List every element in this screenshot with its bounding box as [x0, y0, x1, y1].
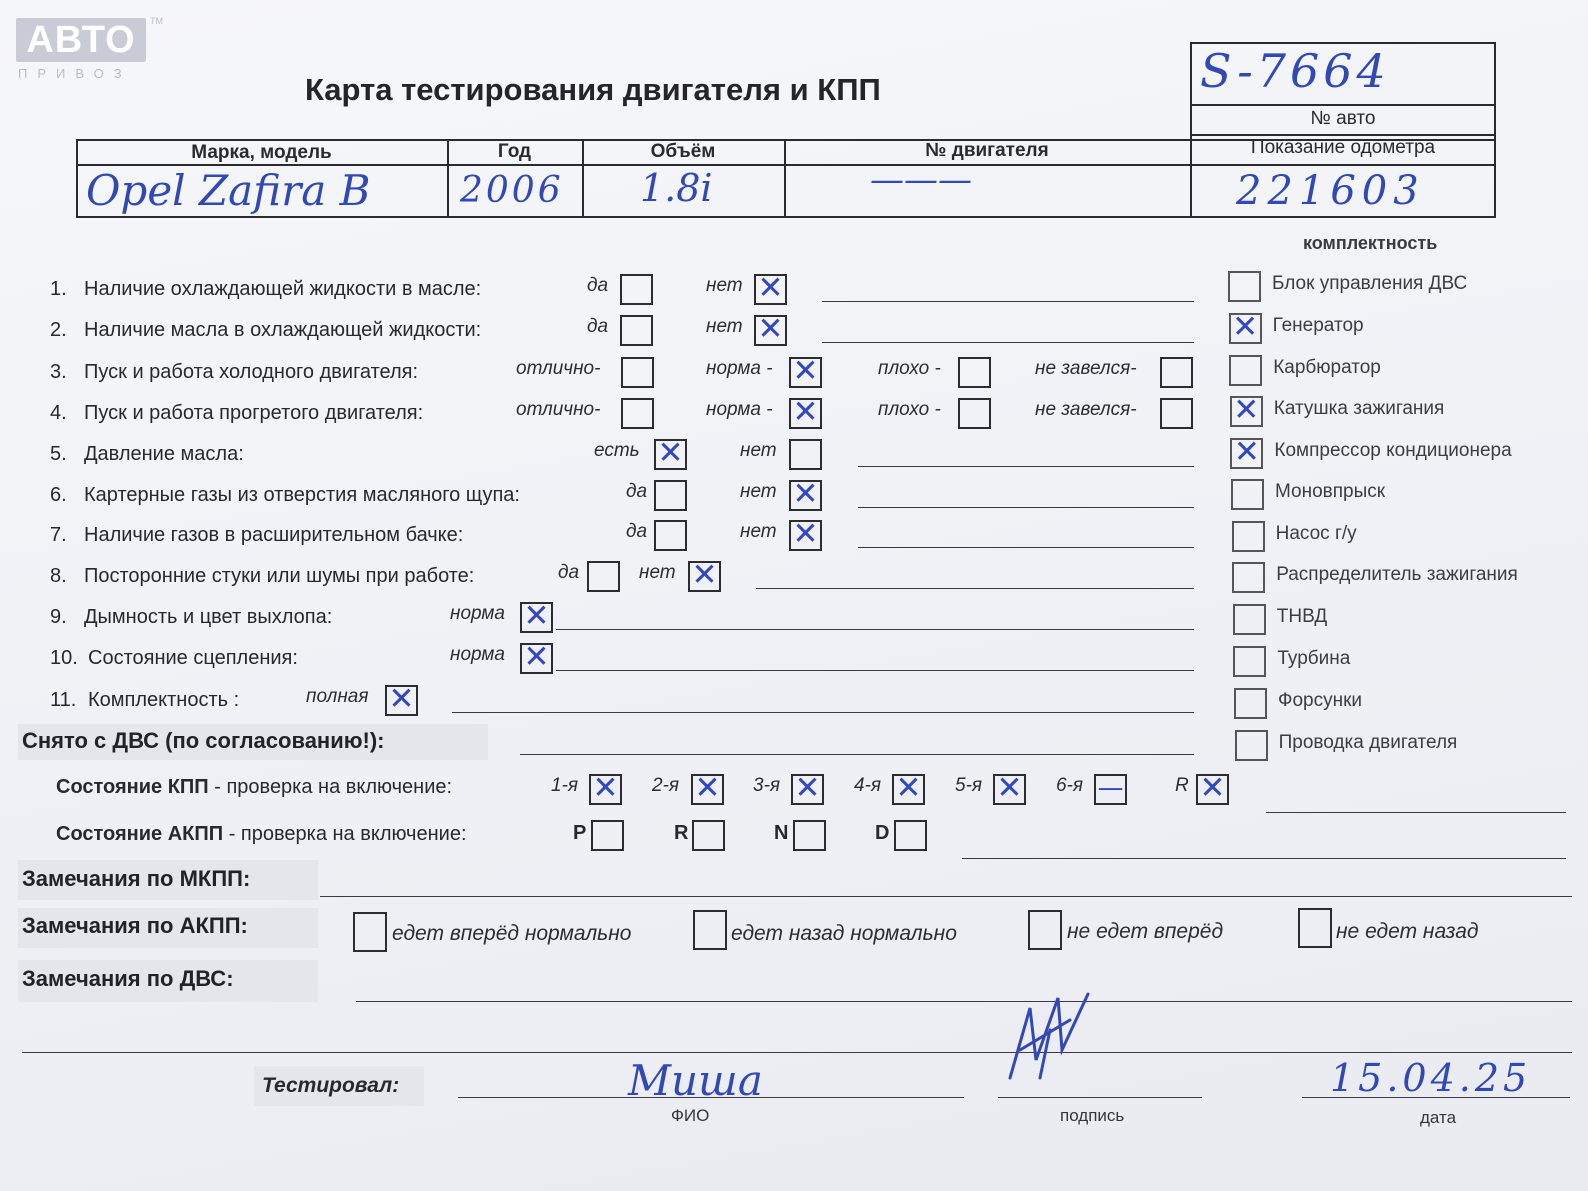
completeness-title: комплектность: [1303, 233, 1438, 253]
checkbox[interactable]: [654, 435, 687, 471]
gear-checkbox[interactable]: [589, 770, 622, 806]
question-text: Комплектность :: [88, 689, 240, 711]
year-value: 2006: [460, 170, 564, 211]
col-engine-no-header: № двигателя: [925, 140, 1049, 161]
check-mark: ✕: [694, 770, 721, 806]
answer-line: [858, 507, 1194, 508]
option-label: да: [587, 316, 609, 337]
gear-checkbox[interactable]: [993, 770, 1026, 806]
check-mark: ✕: [792, 353, 819, 389]
col-model-header: Марка, модель: [191, 142, 332, 163]
question-number: 5.: [50, 443, 67, 465]
akpp-remark-checkbox[interactable]: [1298, 908, 1332, 948]
dash-mark: —: [1097, 773, 1124, 803]
car-no-value: S-7664: [1200, 44, 1390, 98]
checkbox[interactable]: [621, 357, 654, 388]
question-text: Картерные газы из отверстия масляного щупа:: [84, 484, 520, 506]
check-mark: ✕: [657, 435, 684, 471]
question-number: 8.: [50, 565, 67, 587]
check-mark: ✕: [523, 639, 550, 675]
completeness-item-label: Турбина: [1277, 648, 1351, 669]
completeness-checkbox[interactable]: [1233, 604, 1266, 635]
remarks-mkpp-line: [320, 896, 1572, 897]
model-value: Opel Zafira B: [86, 166, 371, 215]
checkbox[interactable]: [789, 476, 822, 512]
col-volume-header: Объём: [650, 141, 716, 162]
question-text: Наличие охлаждающей жидкости в масле:: [84, 278, 482, 300]
completeness-checkbox[interactable]: [1231, 479, 1264, 510]
completeness-item-label: Моновпрыск: [1275, 481, 1386, 502]
option-label: плохо -: [878, 399, 941, 420]
checkbox[interactable]: [654, 480, 687, 511]
checkbox[interactable]: [1160, 357, 1193, 388]
option-label: норма -: [706, 399, 773, 420]
option-label: не завелся-: [1035, 399, 1137, 420]
completeness-checkbox[interactable]: [1230, 392, 1263, 428]
checkbox[interactable]: [1160, 398, 1193, 429]
completeness-checkbox[interactable]: [1234, 688, 1267, 719]
question-number: 2.: [50, 319, 67, 341]
question-text: Посторонние стуки или шумы при работе:: [84, 565, 475, 587]
remarks-dvs-line: [356, 1001, 1572, 1002]
answer-line: [556, 629, 1194, 630]
question-number: 9.: [50, 606, 67, 628]
check-mark: ✕: [895, 770, 922, 806]
answer-line: [822, 301, 1194, 302]
option-label: норма: [450, 603, 505, 624]
checkbox[interactable]: [620, 274, 653, 305]
checkbox[interactable]: [654, 520, 687, 551]
signature-line: [998, 1097, 1202, 1098]
mode-checkbox[interactable]: [793, 820, 826, 851]
gear-label: 6-я: [1056, 775, 1084, 796]
option-label: да: [558, 562, 580, 583]
checkbox[interactable]: [688, 557, 721, 593]
completeness-item-label: Компрессор кондиционера: [1274, 440, 1512, 461]
completeness-item-label: Катушка зажигания: [1273, 398, 1445, 419]
question-text: Пуск и работа холодного двигателя:: [84, 361, 419, 383]
trademark-mark: TM: [150, 16, 163, 26]
option-label: норма -: [706, 358, 773, 379]
logo-subtext: ПРИВОЗ: [18, 66, 132, 81]
engine-no-value: ———: [870, 160, 972, 200]
mode-label: P: [573, 822, 587, 844]
kpp-state-label: Состояние КПП - проверка на включение:: [56, 776, 453, 798]
tested-by-label: Тестировал:: [262, 1074, 400, 1097]
signature-caption: подпись: [1060, 1106, 1125, 1125]
check-mark: ✕: [792, 516, 819, 552]
option-label: нет: [740, 440, 777, 461]
kpp-line: [1266, 812, 1566, 813]
question-text: Наличие масла в охлаждающей жидкости:: [84, 319, 482, 341]
gear-label: 3-я: [753, 775, 781, 796]
checkbox[interactable]: [520, 639, 553, 675]
option-label: нет: [639, 562, 676, 583]
question-text: Состояние сцепления:: [88, 647, 298, 669]
question-text: Давление масла:: [84, 443, 244, 465]
checkbox[interactable]: [385, 681, 418, 717]
col-year-header: Год: [497, 141, 532, 162]
option-label: нет: [740, 521, 777, 542]
akpp-remark-label: едет назад нормально: [731, 922, 957, 945]
check-mark: ✕: [1232, 309, 1259, 345]
check-mark: ✕: [592, 770, 619, 806]
check-mark: ✕: [757, 311, 784, 347]
date-value: 15.04.25: [1330, 1056, 1532, 1100]
fio-caption: ФИО: [671, 1106, 710, 1125]
gear-label: 2-я: [652, 775, 680, 796]
odometer-label: Показание одометра: [1250, 137, 1436, 158]
akpp-state-label: Состояние АКПП - проверка на включение:: [56, 823, 467, 845]
gear-checkbox[interactable]: [892, 770, 925, 806]
removed-line: [520, 754, 1194, 755]
question-number: 10.: [50, 647, 78, 669]
option-label: да: [626, 481, 648, 502]
check-mark: ✕: [996, 770, 1023, 806]
checkbox[interactable]: [754, 311, 787, 347]
removed-from-engine-label: Снято с ДВС (по согласованию!):: [22, 728, 385, 753]
akpp-remark-checkbox[interactable]: [1028, 910, 1062, 950]
completeness-checkbox[interactable]: [1232, 521, 1265, 552]
completeness-item-label: Распределитель зажигания: [1276, 564, 1518, 585]
option-label: норма: [450, 644, 505, 665]
checkbox[interactable]: [789, 516, 822, 552]
question-number: 11.: [50, 689, 77, 711]
completeness-checkbox[interactable]: [1233, 646, 1266, 677]
question-number: 4.: [50, 402, 67, 424]
completeness-checkbox[interactable]: [1229, 355, 1262, 386]
checkbox[interactable]: [789, 394, 822, 430]
gear-label: 1-я: [551, 775, 579, 796]
completeness-item-label: Насос г/у: [1275, 523, 1357, 544]
page-title: Карта тестирования двигателя и КПП: [305, 72, 881, 107]
check-mark: ✕: [523, 598, 550, 634]
question-number: 6.: [50, 484, 67, 506]
mode-checkbox[interactable]: [591, 820, 624, 851]
option-label: полная: [306, 686, 369, 707]
option-label: есть: [594, 440, 640, 461]
answer-line: [452, 712, 1194, 713]
option-label: отлично-: [516, 399, 601, 420]
remarks-akpp-label: Замечания по АКПП:: [22, 913, 248, 938]
question-number: 7.: [50, 524, 67, 546]
check-mark: ✕: [792, 476, 819, 512]
completeness-checkbox[interactable]: [1235, 730, 1268, 761]
check-mark: ✕: [691, 557, 718, 593]
tester-name: Миша: [628, 1056, 763, 1105]
completeness-item-label: Карбюратор: [1273, 357, 1381, 378]
check-mark: ✕: [1233, 434, 1260, 470]
check-mark: ✕: [388, 681, 415, 717]
gear-label: 5-я: [955, 775, 983, 796]
check-mark: ✕: [1199, 770, 1226, 806]
option-label: плохо -: [878, 358, 941, 379]
question-number: 1.: [50, 278, 67, 300]
completeness-item-label: Генератор: [1272, 315, 1364, 336]
checkbox[interactable]: [520, 598, 553, 634]
gear-checkbox[interactable]: [691, 770, 724, 806]
question-text: Наличие газов в расширительном бачке:: [84, 524, 464, 546]
answer-line: [556, 670, 1194, 671]
completeness-item-label: Блок управления ДВС: [1272, 273, 1468, 294]
mode-checkbox[interactable]: [894, 820, 927, 851]
checkbox[interactable]: [958, 357, 991, 388]
akpp-remark-checkbox[interactable]: [693, 910, 727, 950]
checkbox[interactable]: [789, 353, 822, 389]
gear-checkbox[interactable]: [791, 770, 824, 806]
akpp-remark-label: не едет назад: [1336, 920, 1479, 943]
remarks-dvs-label: Замечания по ДВС:: [22, 966, 234, 991]
check-mark: ✕: [794, 770, 821, 806]
car-no-label: № авто: [1310, 108, 1376, 129]
gear-label: 4-я: [854, 775, 882, 796]
completeness-checkbox[interactable]: [1230, 434, 1263, 470]
question-number: 3.: [50, 361, 67, 383]
option-label: нет: [706, 316, 743, 337]
remarks-mkpp-label: Замечания по МКПП:: [22, 866, 251, 891]
completeness-checkbox[interactable]: [1229, 309, 1262, 345]
check-mark: ✕: [792, 394, 819, 430]
date-caption: дата: [1420, 1108, 1457, 1127]
mode-label: N: [774, 822, 789, 844]
akpp-remark-label: едет вперёд нормально: [392, 922, 632, 945]
avtoprivoz-logo: [16, 18, 148, 84]
remarks-dvs-line-2: [22, 1052, 1572, 1053]
checkbox[interactable]: [587, 561, 620, 592]
akpp-remark-checkbox[interactable]: [353, 912, 387, 952]
option-label: да: [626, 521, 648, 542]
odometer-value: 221603: [1236, 168, 1425, 214]
option-label: нет: [706, 275, 743, 296]
volume-value: 1.8i: [640, 166, 713, 210]
mode-checkbox[interactable]: [692, 820, 725, 851]
signature-scribble: [1000, 990, 1100, 1090]
checkbox[interactable]: [621, 398, 654, 429]
option-label: отлично-: [516, 358, 601, 379]
gear-checkbox[interactable]: [1094, 774, 1127, 805]
option-label: нет: [740, 481, 777, 502]
question-text: Пуск и работа прогретого двигателя:: [84, 402, 424, 424]
mode-label: R: [674, 822, 689, 844]
completeness-item-label: Форсунки: [1278, 690, 1362, 711]
akpp-remark-label: не едет вперёд: [1067, 920, 1224, 943]
gear-label: R: [1175, 775, 1189, 796]
option-label: да: [587, 275, 609, 296]
mode-label: D: [875, 822, 890, 844]
completeness-checkbox[interactable]: [1228, 271, 1261, 302]
option-label: не завелся-: [1035, 358, 1137, 379]
answer-line: [756, 588, 1194, 589]
completeness-checkbox[interactable]: [1232, 562, 1265, 593]
check-mark: ✕: [1233, 392, 1260, 428]
answer-line: [822, 342, 1194, 343]
question-text: Дымность и цвет выхлопа:: [84, 606, 333, 628]
checkbox[interactable]: [789, 439, 822, 470]
completeness-item-label: ТНВД: [1276, 606, 1328, 627]
logo-text: АВТО: [16, 18, 146, 62]
gear-checkbox[interactable]: [1196, 770, 1229, 806]
akpp-line: [962, 858, 1566, 859]
completeness-item-label: Проводка двигателя: [1278, 732, 1458, 753]
check-mark: ✕: [757, 270, 784, 306]
answer-line: [858, 547, 1194, 548]
checkbox[interactable]: [620, 315, 653, 346]
answer-line: [858, 466, 1194, 467]
checkbox[interactable]: [754, 270, 787, 306]
checkbox[interactable]: [958, 398, 991, 429]
